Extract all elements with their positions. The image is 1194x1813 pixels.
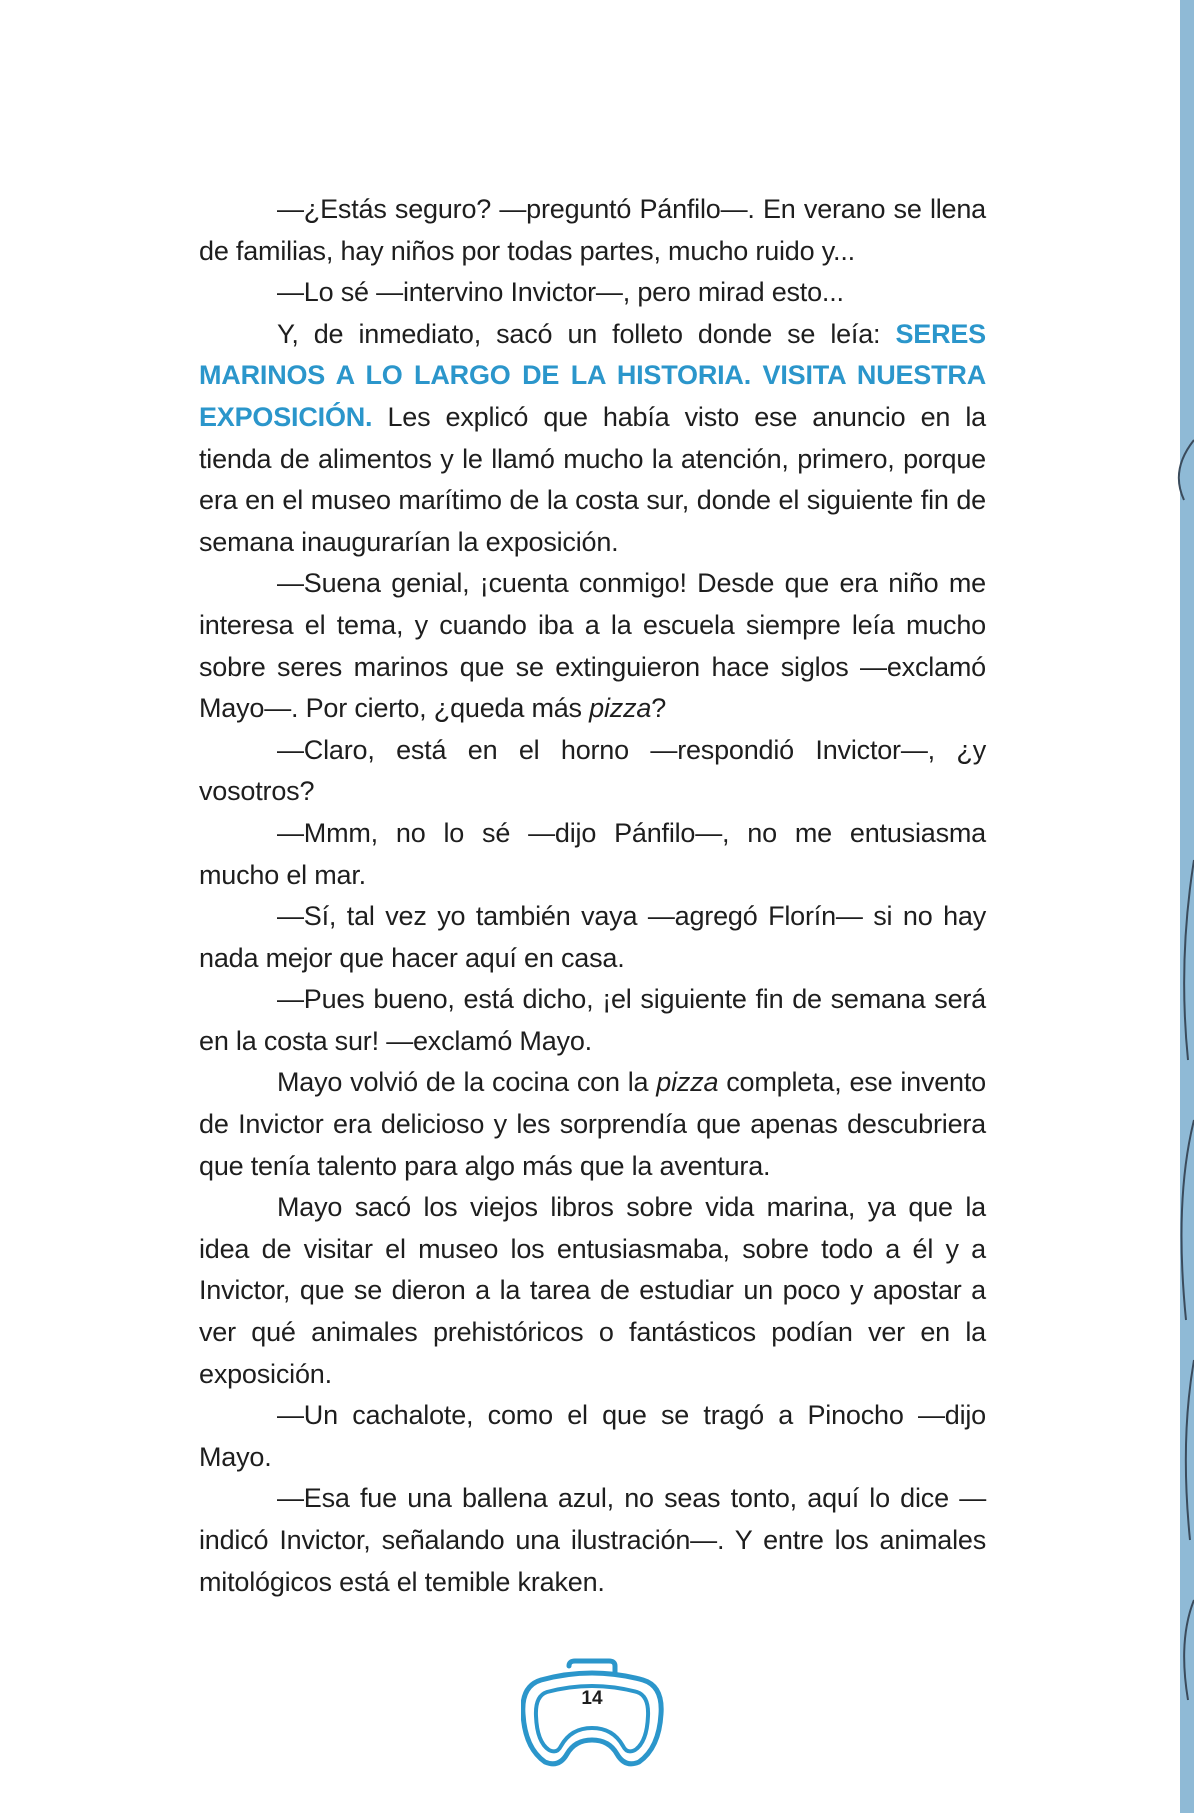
paragraph-text: —Claro, está en el horno —respondió Invictor—, ¿y vosotros? [199, 734, 986, 807]
paragraph-text: —Sí, tal vez yo también vaya —agregó Florín— si no hay nada mejor que hacer aquí en casa. [199, 901, 986, 973]
paragraph [199, 1062, 986, 1187]
body-text [199, 189, 986, 1603]
paragraph-text: —Esa fue una ballena azul, no seas tonto, aquí lo dice —indicó Invictor, señalando una ilustración—. Y entre los animales mitológicos está el temible kraken. [199, 1483, 986, 1597]
paragraph-text: —Pues bueno, está dicho, ¡el siguiente fin de semana será en la costa sur! —exclamó Mayo. [199, 984, 986, 1056]
brochure-headline: SERES MARINOS A LO LARGO DE LA HISTORIA. VISITA NUESTRA EXPOSICIÓN. [199, 318, 986, 432]
paragraph-text: —Mmm, no lo sé —dijo Pánfilo—, no me entusiasma mucho el mar. [199, 817, 986, 890]
paragraph [199, 1478, 986, 1603]
paragraph [199, 1395, 986, 1478]
facing-page-edge [1160, 0, 1194, 1813]
paragraph [199, 1187, 986, 1395]
paragraph-text: Les explicó que había visto ese anuncio en la tienda de alimentos y le llamó mucho la atención, primero, porque era en el museo marítimo de la costa sur, donde el siguiente fin de semana inaugurarían la exposición. [199, 401, 986, 557]
paragraph-text: Y, de inmediato, sacó un folleto donde se leía: [277, 318, 896, 349]
paragraph-text: Mayo volvió de la cocina con la [277, 1067, 657, 1098]
paragraph [199, 272, 986, 314]
paragraph-text: Mayo sacó los viejos libros sobre vida marina, ya que la idea de visitar el museo los entusiasmaba, sobre todo a él y a Invictor, que se dieron a la tarea de estudiar un poco y apostar a ver qué animales prehistóricos o fantásticos podían ver en la exposición. [199, 1192, 986, 1389]
paragraph-text: completa, ese invento de Invictor era delicioso y les sorprendía que apenas descubriera que tenía talento para algo más que la aventura. [199, 1067, 986, 1181]
paragraph [199, 563, 986, 729]
paragraph-text: —¿Estás seguro? —preguntó Pánfilo—. En verano se llena de familias, hay niños por todas partes, mucho ruido y... [199, 194, 986, 266]
paragraph [199, 896, 986, 979]
paragraph [199, 979, 986, 1062]
folio [521, 1658, 667, 1770]
paragraph-text: —Suena genial, ¡cuenta conmigo! Desde que era niño me interesa el tema, y cuando iba a la escuela siempre leía mucho sobre seres marinos que se extinguieron hace siglos —exclamó Mayo—. Por cierto, ¿queda más [199, 568, 986, 724]
diving-mask-icon [521, 1658, 667, 1770]
paragraph-text: —Un cachalote, como el que se tragó a Pinocho —dijo Mayo. [199, 1400, 986, 1472]
paragraph [199, 189, 986, 272]
page-number: 14 [581, 1688, 603, 1709]
paragraph [199, 314, 986, 564]
illustration-fragment [1160, 0, 1194, 1813]
paragraph-text: —Lo sé —intervino Invictor—, pero mirad esto... [277, 277, 844, 308]
paragraph [199, 730, 986, 813]
italic-word: pizza [589, 693, 652, 724]
paragraph-text: ? [651, 693, 667, 724]
italic-word: pizza [656, 1067, 719, 1098]
paragraph [199, 813, 986, 896]
